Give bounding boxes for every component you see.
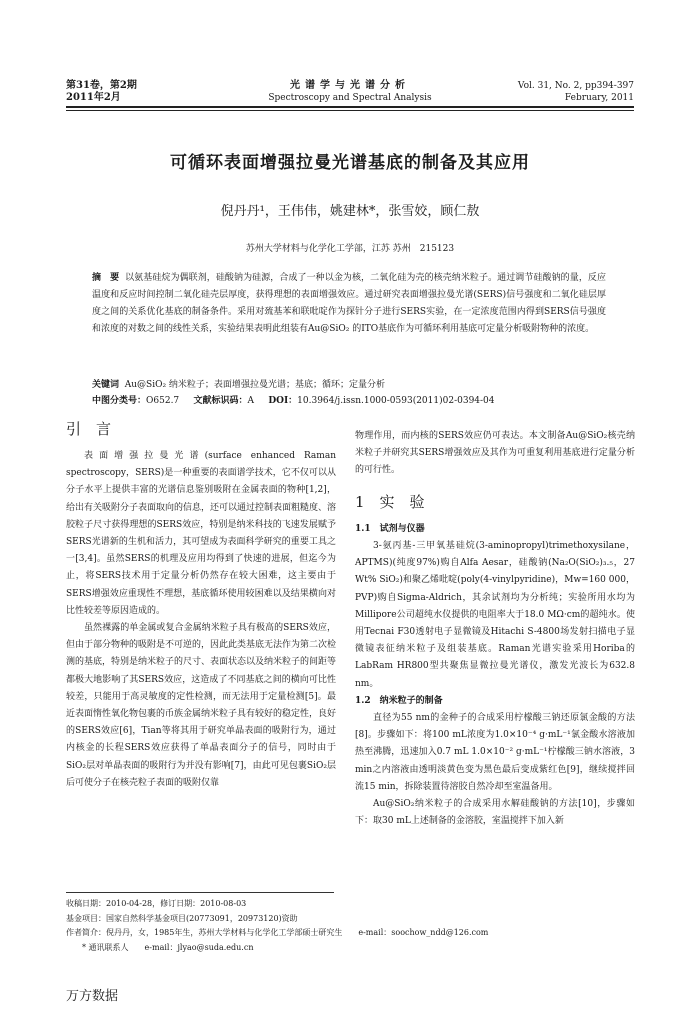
subsection-1-1: 1.1 试剂与仪器 [355, 523, 425, 534]
clc-value: O652.7 [146, 396, 180, 406]
right-column [355, 428, 635, 830]
header-right [470, 80, 634, 104]
subsection-1-2: 1.2 纳米粒子的制备 [355, 695, 443, 706]
doc-value: A [247, 396, 254, 406]
header-center [250, 80, 450, 104]
reagents-text: 3-氨丙基-三甲氧基硅烷(3-aminopropyl)trimethoxysilane，APTMS)(纯度97%)购自Alfa Aesar，硅酸钠(Na₂O(SiO₂)₃.₅，27 Wt% SiO₂)和聚乙烯吡啶(poly(4-vinylpyridine)，Mw=160 000，PVP)购自Sigma-Aldrich，其余试剂均为分析纯；实验所用水均为Millipore公司超纯水仪提供的电阻率大于18.0 MΩ·cm的超纯水。使用Tecnai F30透射电子显微镜及Hitachi S-4800场发射扫描电子显微镜表征纳米粒子及组装基底。Raman光谱实验采用Horiba的LabRam HR800型共聚焦显微拉曼光谱仪，激发光波长为632.8 nm。 [355, 541, 635, 689]
keywords-label: 关键词 [92, 380, 120, 390]
keywords-block [92, 377, 606, 409]
keywords-text: Au@SiO₂ 纳米粒子；表面增强拉曼光谱；基底；循环；定量分析 [124, 380, 385, 390]
fund-info: 基金项目：国家自然科学基金项目(20773091，20973120)资助 [66, 913, 298, 923]
date-en: February, 2011 [564, 93, 634, 103]
doi-label: DOI： [268, 396, 298, 406]
footnotes [66, 897, 634, 955]
header-left [66, 80, 137, 104]
header-rule [66, 106, 634, 108]
affiliation: 苏州大学材料与化学化工学部，江苏 苏州 215123 [245, 244, 455, 254]
author-bio: 作者简介：倪丹丹，女，1985年生，苏州大学材料与化学化工学部硕士研究生 e-mail：soochow_ndd@126.com [66, 928, 489, 937]
journal-en: Spectroscopy and Spectral Analysis [268, 93, 432, 103]
synthesis-text-2: Au@SiO₂纳米粒子的合成采用水解硅酸钠的方法[10]，步骤如下：取30 mL上述制备的金溶胶，室温搅拌下加入新 [355, 799, 635, 827]
abstract [92, 270, 606, 338]
paper-title: 可循环表面增强拉曼光谱基底的制备及其应用 [170, 153, 530, 173]
intro-continuation: 物理作用，而内核的SERS效应仍可表达。本文制备Au@SiO₂核壳纳米粒子并研究其SERS增强效应及其作为可重复利用基底进行定量分析的可行性。 [355, 431, 635, 476]
doi-value: 10.3964/j.issn.1000-0593(2011)02-0394-04 [297, 396, 495, 406]
intro-paragraph-1: 表面增强拉曼光谱(surface enhanced Raman spectroscopy，SERS)是一种重要的表面谱学技术，它不仅可以从分子水平上提供丰富的光谱信息鉴别吸附在金属表面的物种[1,2]，给出有关吸附分子表面取向的信息，还可以通过控制表面粗糙度、溶胶粒子尺寸获得理想的SERS效应，特别是纳米科技的飞速发展赋予SERS光谱新的生机和活力，其可望成为表面科学研究的重要工具之一[3,4]。虽然SERS的机理及应用均得到了快速的进展，但迄今为止，将SERS技术用于定量分析仍然存在较大困难，这主要由于SERS增强效应重现性不理想，基底循环使用较困难以及结果横向对比性较差等原因造成的。 [66, 451, 337, 616]
doc-label: 文献标识码： [193, 396, 248, 406]
abstract-text: 以氨基硅烷为偶联剂，硅酸钠为硅源，合成了一种以金为核，二氧化硅为壳的核壳纳米粒子。通过调节硅酸钠的量，反应温度和反应时间控制二氧化硅壳层厚度，获得理想的表面增强效应。通过研究表面增强拉曼光谱(SERS)信号强度和二氧化硅层厚度之间的关系优化基底的制备条件。采用对巯基苯和联吡啶作为探针分子进行SERS实验，在一定浓度范围内得到SERS信号强度和浓度的对数之间的线性关系，实验结果表明此组装有Au@SiO₂ 的ITO基底作为可循环利用基底可定量分析吸附物种的浓度。 [92, 273, 606, 334]
journal-cn: 光谱学与光谱分析 [290, 80, 410, 91]
date-cn: 2011年2月 [66, 92, 121, 103]
experiment-heading: 1 实 验 [355, 492, 425, 511]
synthesis-text-1: 直径为55 nm的金种子的合成采用柠檬酸三钠还原氯金酸的方法[8]。步骤如下：将100 mL浓度为1.0×10⁻⁴ g·mL⁻¹氯金酸水溶液加热至沸腾，迅速加入0.7 mL 1.0×10⁻² g·mL⁻¹柠檬酸三钠水溶液，3 min之内溶液由透明淡黄色变为黑色最后变成紫红色[9]，继续搅拌回流15 min，拆除装置待溶胶自然冷却至室温备用。 [355, 713, 635, 792]
corresponding-author: * 通讯联系人 e-mail：jlyao@suda.edu.cn [82, 942, 254, 952]
vol-en: Vol. 31, No. 2, pp394-397 [517, 81, 634, 91]
authors: 倪丹丹¹，王伟伟，姚建林*，张雪姣，顾仁敖 [220, 204, 480, 219]
intro-heading: 引 言 [66, 420, 112, 438]
intro-paragraph-2: 虽然裸露的单金属或复合金属纳米粒子具有极高的SERS效应，但由于部分物种的吸附是不可逆的，因此此类基底无法作为第二次检测的基底，特别是纳米粒子的尺寸、表面状态以及纳米粒子的间距等都极大地影响了其SERS效应，这造成了不同基底之间的横向可比性较差，只能用于高灵敏度的定性检测，而无法用于定量检测[5]。最近表面惰性氧化物包裹的币族金属纳米粒子具有较好的稳定性，良好的SERS效应[6]，Tian等将其用于研究单晶表面的吸附行为，通过内核金的长程SERS效应获得了单晶表面分子的信号，同时由于SiO₂层对单晶表面的吸附行为并没有影响[7]，由此可见包裹SiO₂层后可使分子在核壳粒子表面的吸附仅靠 [66, 623, 337, 788]
received-date: 收稿日期：2010-04-28，修订日期：2010-08-03 [66, 899, 247, 908]
footnote-rule [66, 892, 334, 893]
abstract-label: 摘 要 [92, 273, 120, 283]
clc-label: 中图分类号： [92, 396, 147, 406]
header-rule-thin [66, 110, 634, 111]
issue-cn: 第31卷，第2期 [66, 80, 137, 91]
intro-body [66, 448, 336, 792]
watermark: 万方数据 [66, 989, 119, 1004]
